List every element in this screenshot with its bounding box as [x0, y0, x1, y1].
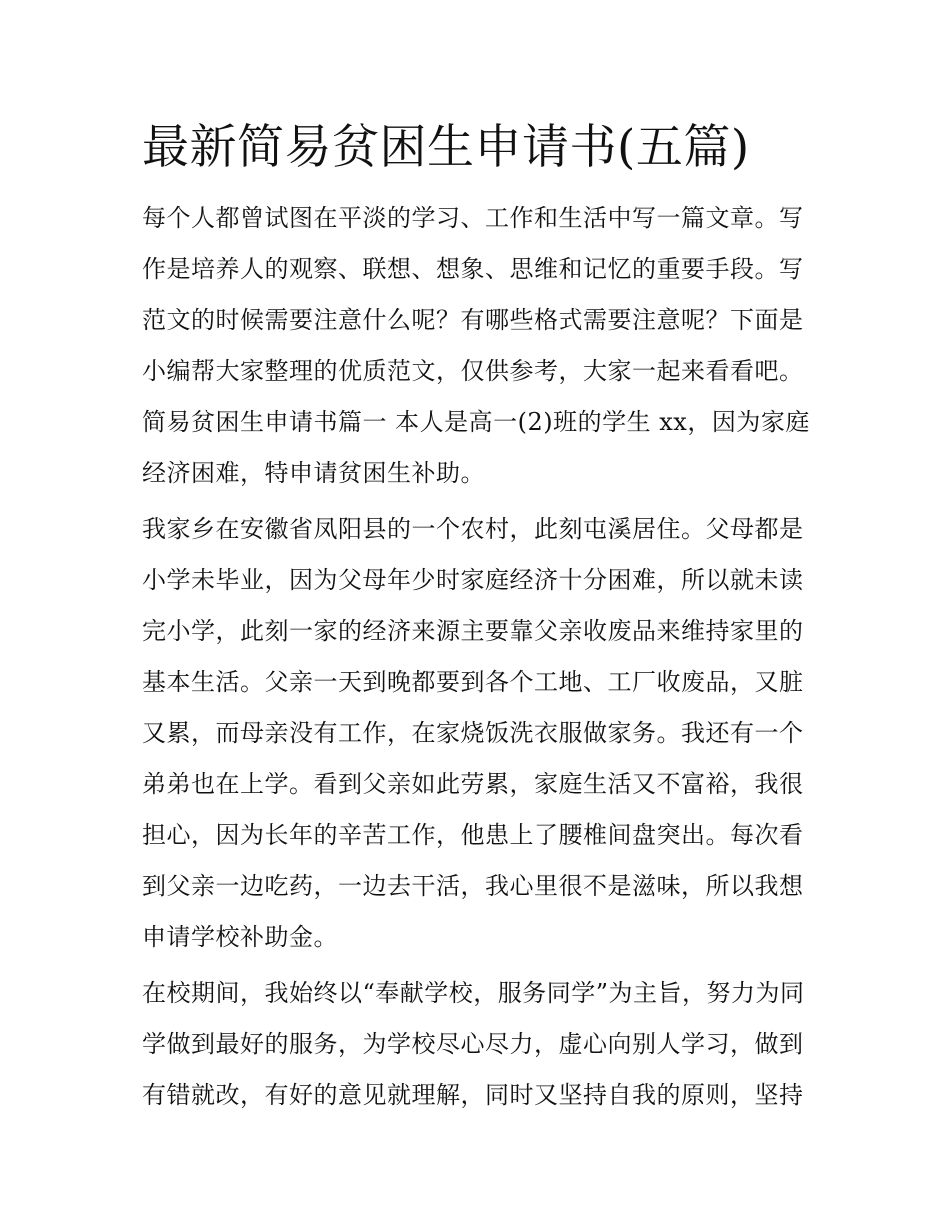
text-line: 又累，而母亲没有工作，在家烧饭洗衣服做家务。我还有一个 — [142, 719, 804, 747]
paragraph-school — [142, 968, 812, 1121]
document-title: 最新简易贫困生申请书(五篇) — [142, 120, 750, 175]
text-line: 担心，因为长年的辛苦工作，他患上了腰椎间盘突出。每次看 — [142, 821, 804, 849]
document-page — [142, 118, 812, 1126]
paragraph-family — [142, 504, 812, 963]
text-line: 基本生活。父亲一天到晚都要到各个工地、工厂收废品，又脏 — [142, 668, 804, 696]
text-line: 每个人都曾试图在平淡的学习、工作和生活中写一篇文章。写 — [142, 204, 804, 232]
text-line: 范文的时候需要注意什么呢？有哪些格式需要注意呢？下面是 — [142, 306, 804, 334]
text-line: 简易贫困生申请书篇一 本人是高一(2)班的学生 xx，因为家庭 — [142, 408, 810, 436]
text-line: 完小学，此刻一家的经济来源主要靠父亲收废品来维持家里的 — [142, 617, 804, 645]
text-line: 小学未毕业，因为父母年少时家庭经济十分困难，所以就未读 — [142, 566, 804, 594]
text-line: 在校期间，我始终以“奉献学校，服务同学”为主旨，努力为同 — [142, 979, 805, 1007]
paragraph-intro — [142, 193, 812, 499]
text-line: 有错就改，有好的意见就理解，同时又坚持自我的原则，坚持 — [142, 1081, 804, 1109]
text-line: 作是培养人的观察、联想、想象、思维和记忆的重要手段。写 — [142, 255, 804, 283]
text-line: 弟弟也在上学。看到父亲如此劳累，家庭生活又不富裕，我很 — [142, 770, 804, 798]
text-line: 学做到最好的服务，为学校尽心尽力，虚心向别人学习，做到 — [142, 1030, 804, 1058]
text-line: 经济困难，特申请贫困生补助。 — [142, 459, 485, 487]
text-line: 到父亲一边吃药，一边去干活，我心里很不是滋味，所以我想 — [142, 872, 804, 900]
text-line: 我家乡在安徽省凤阳县的一个农村，此刻屯溪居住。父母都是 — [142, 515, 804, 543]
text-line: 小编帮大家整理的优质范文，仅供参考，大家一起来看看吧。 — [142, 357, 804, 385]
text-line: 申请学校补助金。 — [142, 923, 338, 951]
